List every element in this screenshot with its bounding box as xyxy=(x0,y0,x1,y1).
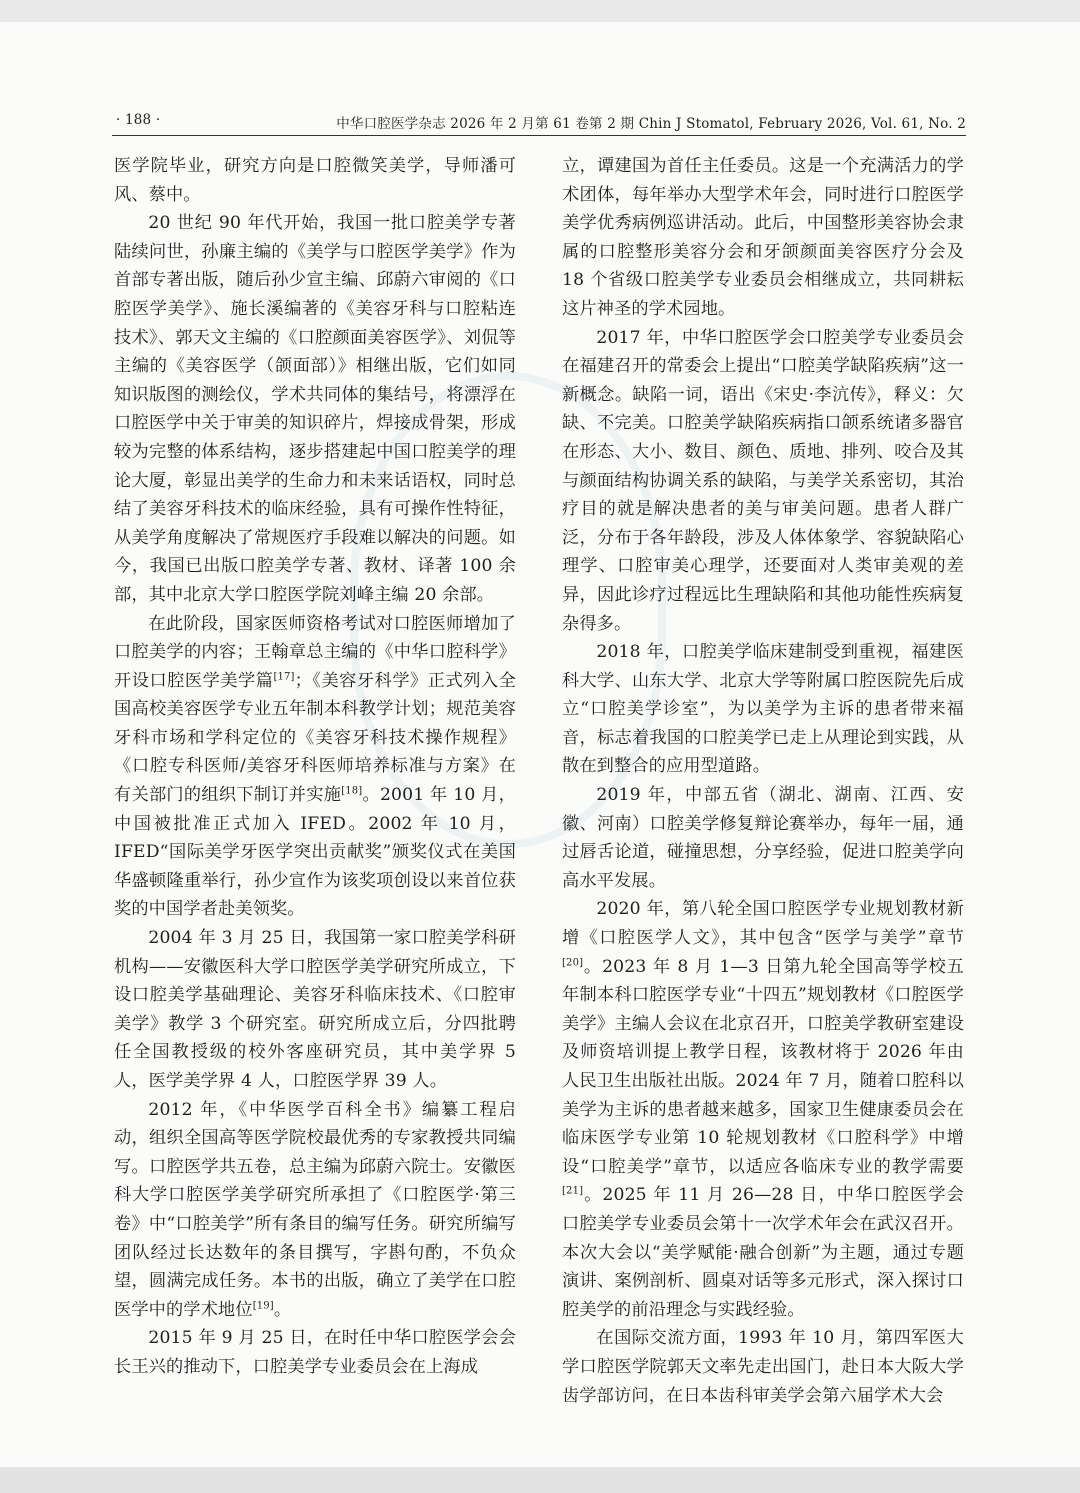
paragraph-text: 医学院毕业，研究方向是口腔微笑美学，导师潘可风、蔡中。 xyxy=(114,156,516,205)
journal-citation: 中华口腔医学杂志 2026 年 2 月第 61 卷第 2 期 Chin J Stomatol, February 2026, Vol. 61, No. 2 xyxy=(336,116,966,132)
paragraph xyxy=(114,1324,516,1381)
paragraph xyxy=(562,1324,964,1410)
paragraph xyxy=(114,209,516,609)
left-column xyxy=(114,152,516,1382)
paragraph xyxy=(114,610,516,925)
paragraph xyxy=(562,781,964,895)
paragraph-text: 。2023 年 8 月 1—3 日第九轮全国高等学校五年制本科口腔医学专业“十四五”规划教材《口腔医学美学》主编人会议在北京召开，口腔美学教研室建设及师资培训提上教学日程，该教材将于 2026 年由人民卫生出版社出版。2024 年 7 月，随着口腔科以美学为主诉的患者越来越多，国家卫生健康委员会在临床医学专业第 10 轮规划教材《口腔科学》中增设“口腔美学”章节，以适应各临床专业的教学需要 xyxy=(562,956,964,1177)
paragraph-continued xyxy=(114,152,516,209)
paragraph-text: 。 xyxy=(273,1299,292,1320)
paragraph-text: 2012 年，《中华医学百科全书》编纂工程启动，组织全国高等医学院校最优秀的专家教授共同编写。口腔医学共五卷，总主编为邱蔚六院士。安徽医科大学口腔医学美学研究所承担了《口腔医学·第三卷》中“口腔美学”所有条目的编写任务。研究所编写团队经过长达数年的条目撰写，字斟句酌，不负众望，圆满完成任务。本书的出版，确立了美学在口腔医学中的学术地位 xyxy=(114,1099,516,1320)
right-column xyxy=(562,152,964,1410)
paragraph-text: 。2025 年 11 月 26—28 日，中华口腔医学会口腔美学专业委员会第十一次学术年会在武汉召开。本次大会以“美学赋能·融合创新”为主题，通过专题演讲、案例剖析、圆桌对话等多元形式，深入探讨口腔美学的前沿理念与实践经验。 xyxy=(562,1185,964,1320)
paragraph-text: 。2001 年 10 月，中国被批准正式加入 IFED。2002 年 10 月，IFED“国际美学牙医学突出贡献奖”颁奖仪式在美国华盛顿隆重举行，孙少宣作为该奖项创设以来首位获奖的中国学者赴美领奖。 xyxy=(114,785,516,920)
paragraph-text: ；《美容牙科学》正式列入全国高校美容医学专业五年制本科教学计划；规范美容牙科市场和学科定位的《美容牙科技术操作规程》《口腔专科医师/美容牙科医师培养标准与方案》在有关部门的组织下制订并实施 xyxy=(114,670,516,806)
paragraph-text: 20 世纪 90 年代开始，我国一批口腔美学专著陆续问世，孙廉主编的《美学与口腔医学美学》作为首部专著出版，随后孙少宣主编、邱蔚六审阅的《口腔医学美学》、施长溪编著的《美容牙科与口腔粘连技术》、郭天文主编的《口腔颜面美容医学》、刘侃等主编的《美容医学（颌面部）》相继出版，它们如同知识版图的测绘仪，学术共同体的集结号，将漂浮在口腔医学中关于审美的知识碎片，焊接成骨架，形成较为完整的体系结构，逐步搭建起中国口腔美学的理论大厦，彰显出美学的生命力和未来话语权，同时总结了美容牙科技术的临床经验，具有可操作性特征，从美学角度解决了常规医疗手段难以解决的问题。如今，我国已出版口腔美学专著、教材、译著 100 余部，其中北京大学口腔医学院刘峰主编 20 余部。 xyxy=(114,213,516,605)
citation-ref: [17] xyxy=(273,670,295,682)
citation-ref: [18] xyxy=(341,785,363,797)
citation-ref: [20] xyxy=(562,956,584,968)
paragraph-text: 2019 年，中部五省（湖北、湖南、江西、安徽、河南）口腔美学修复辩论赛举办，每年一届，通过唇舌论道，碰撞思想，分享经验，促进口腔美学向高水平发展。 xyxy=(562,785,964,891)
running-header xyxy=(112,108,966,134)
paragraph-text: 立，谭建国为首任主任委员。这是一个充满活力的学术团体，每年举办大型学术年会，同时进行口腔医学美学优秀病例巡讲活动。此后，中国整形美容协会隶属的口腔整形美容分会和牙颌颜面美容医疗分会及 18 个省级口腔美学专业委员会相继成立，共同耕耘这片神圣的学术园地。 xyxy=(562,156,964,319)
paragraph-text: 2004 年 3 月 25 日，我国第一家口腔美学科研机构——安徽医科大学口腔医学美学研究所成立，下设口腔美学基础理论、美容牙科临床技术、《口腔审美学》教学 3 个研究室。研究所成立后，分四批聘任全国教授级的校外客座研究员，其中美学界 5 人，医学美学界 4 人，口腔医学界 39 人。 xyxy=(114,928,516,1091)
paragraph-continued xyxy=(562,152,964,324)
citation-ref: [19] xyxy=(252,1300,274,1312)
paragraph xyxy=(562,324,964,639)
paragraph xyxy=(114,924,516,1096)
paragraph xyxy=(114,1096,516,1325)
journal-page xyxy=(0,22,1080,1467)
paragraph-text: 在此阶段，国家医师资格考试对口腔医师增加了口腔美学的内容；王翰章总主编的《中华口腔科学》开设口腔医学美学篇 xyxy=(114,613,516,691)
paragraph-text: 2018 年，口腔美学临床建制受到重视，福建医科大学、山东大学、北京大学等附属口腔医院先后成立“口腔美学诊室”，为以美学为主诉的患者带来福音，标志着我国的口腔美学已走上从理论到实践，从散在到整合的应用型道路。 xyxy=(562,642,964,777)
paragraph-text: 2017 年，中华口腔医学会口腔美学专业委员会在福建召开的常委会上提出“口腔美学缺陷疾病”这一新概念。缺陷一词，语出《宋史·李沆传》，释义：欠缺、不完美。口腔美学缺陷疾病指口颌系统诸多器官在形态、大小、数目、颜色、质地、排列、咬合及其与颜面结构协调关系的缺陷，与美学关系密切，其治疗目的就是解决患者的美与审美问题。患者人群广泛，分布于各年龄段，涉及人体体象学、容貌缺陷心理学、口腔审美心理学，还要面对人类审美观的差异，因此诊疗过程远比生理缺陷和其他功能性疾病复杂得多。 xyxy=(562,327,964,634)
header-rule xyxy=(112,135,966,136)
page-number: · 188 · xyxy=(116,112,161,128)
paragraph xyxy=(562,638,964,781)
paragraph-text: 2015 年 9 月 25 日，在时任中华口腔医学会会长王兴的推动下，口腔美学专业委员会在上海成 xyxy=(114,1328,516,1377)
citation-ref: [21] xyxy=(562,1185,584,1197)
paragraph xyxy=(562,895,964,1324)
paragraph-text: 在国际交流方面，1993 年 10 月，第四军医大学口腔医学院郭天文率先走出国门，赴日本大阪大学齿学部访问，在日本齿科审美学会第六届学术大会 xyxy=(562,1328,964,1406)
paragraph-text: 2020 年，第八轮全国口腔医学专业规划教材新增《口腔医学人文》，其中包含“医学与美学”章节 xyxy=(562,899,964,949)
bottom-margin xyxy=(0,1467,1080,1493)
